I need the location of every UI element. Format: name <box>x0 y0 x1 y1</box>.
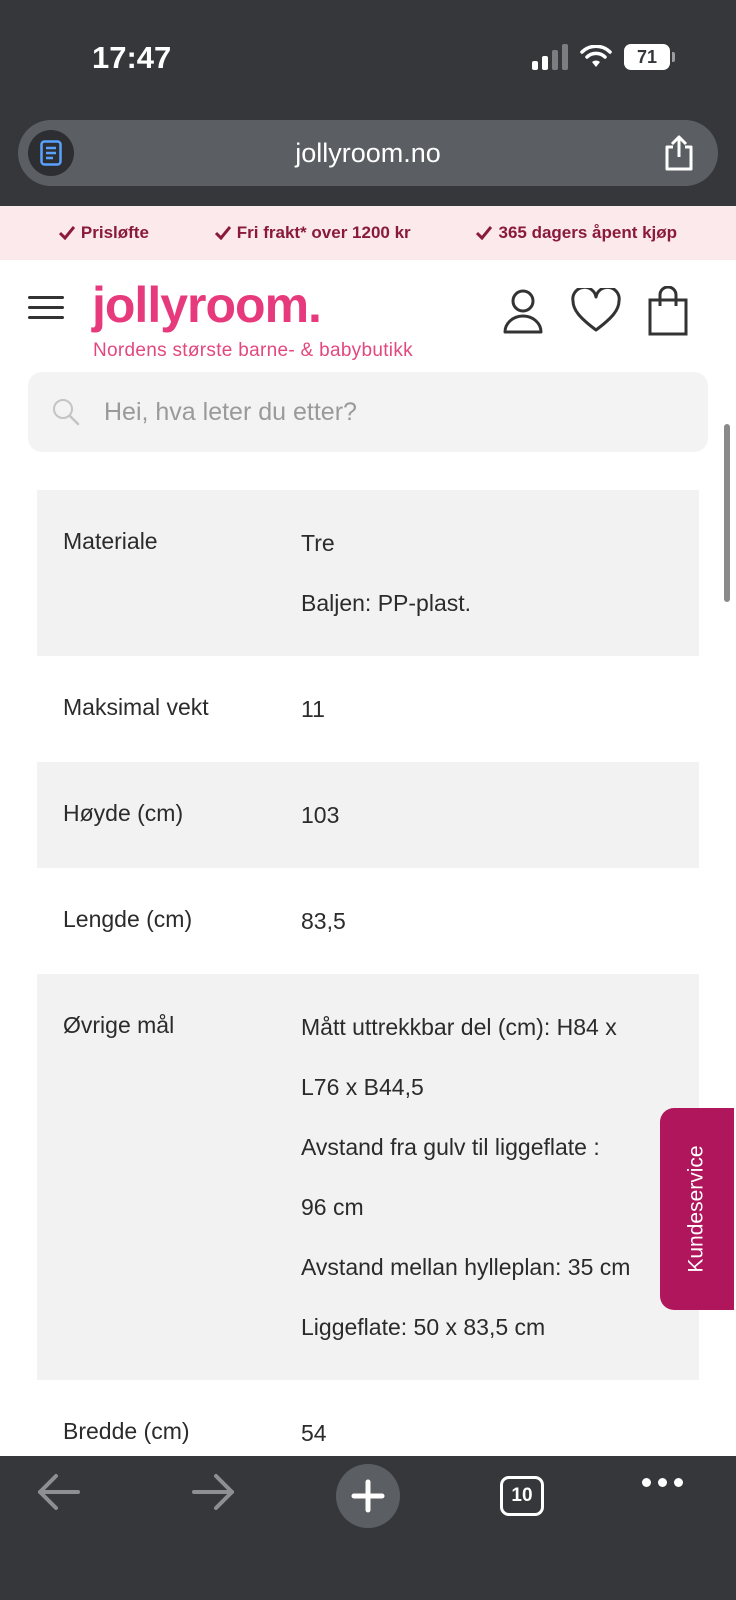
spec-value-line: Tre <box>301 530 335 556</box>
status-time: 17:47 <box>92 40 172 75</box>
spec-value-line: 11 <box>301 696 325 722</box>
new-tab-button[interactable] <box>336 1464 400 1528</box>
status-icons <box>532 44 670 70</box>
wishlist-heart-icon[interactable] <box>570 288 622 334</box>
tab-switcher-button[interactable]: 10 <box>500 1476 544 1516</box>
search-icon <box>52 398 80 426</box>
browser-address-area <box>0 110 736 206</box>
usp-label: Fri frakt* over 1200 kr <box>236 223 411 242</box>
tagline: Nordens største barne- & babybutikk <box>93 340 413 361</box>
spec-value <box>301 528 673 618</box>
url-text[interactable]: jollyroom.no <box>295 137 441 168</box>
checkmark-icon <box>215 226 231 240</box>
spec-value <box>301 800 673 830</box>
status-bar <box>0 0 736 110</box>
spec-value-line: L76 x B44,5 <box>301 1074 424 1100</box>
spec-row <box>37 490 699 656</box>
header-icons <box>502 286 688 336</box>
plus-icon <box>351 1479 385 1513</box>
usp-item <box>59 223 149 243</box>
address-bar[interactable] <box>18 120 718 186</box>
spec-value <box>301 1418 673 1448</box>
spec-label: Materiale <box>63 528 158 554</box>
site-header <box>0 260 736 370</box>
spec-value-line: 103 <box>301 802 340 828</box>
spec-value <box>301 694 673 724</box>
battery-level: 71 <box>636 46 658 67</box>
search-bar[interactable] <box>28 372 708 452</box>
more-options-icon[interactable] <box>642 1478 683 1487</box>
spec-value-line: 54 <box>301 1420 327 1446</box>
checkmark-icon <box>476 226 492 240</box>
spec-value <box>301 1012 673 1342</box>
usp-label: Prisløfte <box>80 223 149 242</box>
spec-label: Bredde (cm) <box>63 1418 190 1444</box>
usp-bar <box>0 206 736 260</box>
forward-arrow-icon[interactable] <box>190 1470 236 1514</box>
spec-value <box>301 906 673 936</box>
spec-value-line: 96 cm <box>301 1194 364 1220</box>
checkmark-icon <box>59 226 75 240</box>
usp-label: 365 dagers åpent kjøp <box>498 223 678 242</box>
shopping-bag-icon[interactable] <box>648 286 688 336</box>
customer-service-label: Kundeservice <box>685 1145 708 1273</box>
spec-label: Lengde (cm) <box>63 906 193 932</box>
spec-label: Høyde (cm) <box>63 800 184 826</box>
reader-mode-icon[interactable] <box>28 130 74 176</box>
cellular-signal-icon <box>532 44 568 70</box>
usp-item <box>215 223 411 243</box>
menu-icon[interactable] <box>28 296 64 320</box>
search-input[interactable] <box>104 398 664 427</box>
spec-row <box>37 974 699 1380</box>
spec-row <box>37 656 699 762</box>
wifi-icon <box>580 45 612 69</box>
spec-value-line: Liggeflate: 50 x 83,5 cm <box>301 1314 546 1340</box>
battery-icon <box>624 44 670 70</box>
browser-toolbar <box>0 1456 736 1600</box>
spec-label: Øvrige mål <box>63 1012 175 1038</box>
spec-row <box>37 868 699 974</box>
share-icon[interactable] <box>662 134 696 177</box>
back-arrow-icon[interactable] <box>36 1470 82 1514</box>
logo[interactable]: jollyroom. <box>92 277 321 333</box>
scrollbar-thumb[interactable] <box>724 424 730 602</box>
spec-value-line: Avstand mellan hylleplan: 35 cm <box>301 1254 631 1280</box>
usp-item <box>476 223 677 243</box>
spec-value-line: Baljen: PP-plast. <box>301 590 472 616</box>
customer-service-tab[interactable] <box>660 1108 734 1310</box>
spec-value-line: Avstand fra gulv til liggeflate : <box>301 1134 600 1160</box>
spec-value-line: Mått uttrekkbar del (cm): H84 x <box>301 1014 617 1040</box>
spec-row <box>37 762 699 868</box>
account-icon[interactable] <box>502 288 544 334</box>
spec-table <box>37 490 699 1486</box>
spec-value-line: 83,5 <box>301 908 346 934</box>
spec-label: Maksimal vekt <box>63 694 209 720</box>
